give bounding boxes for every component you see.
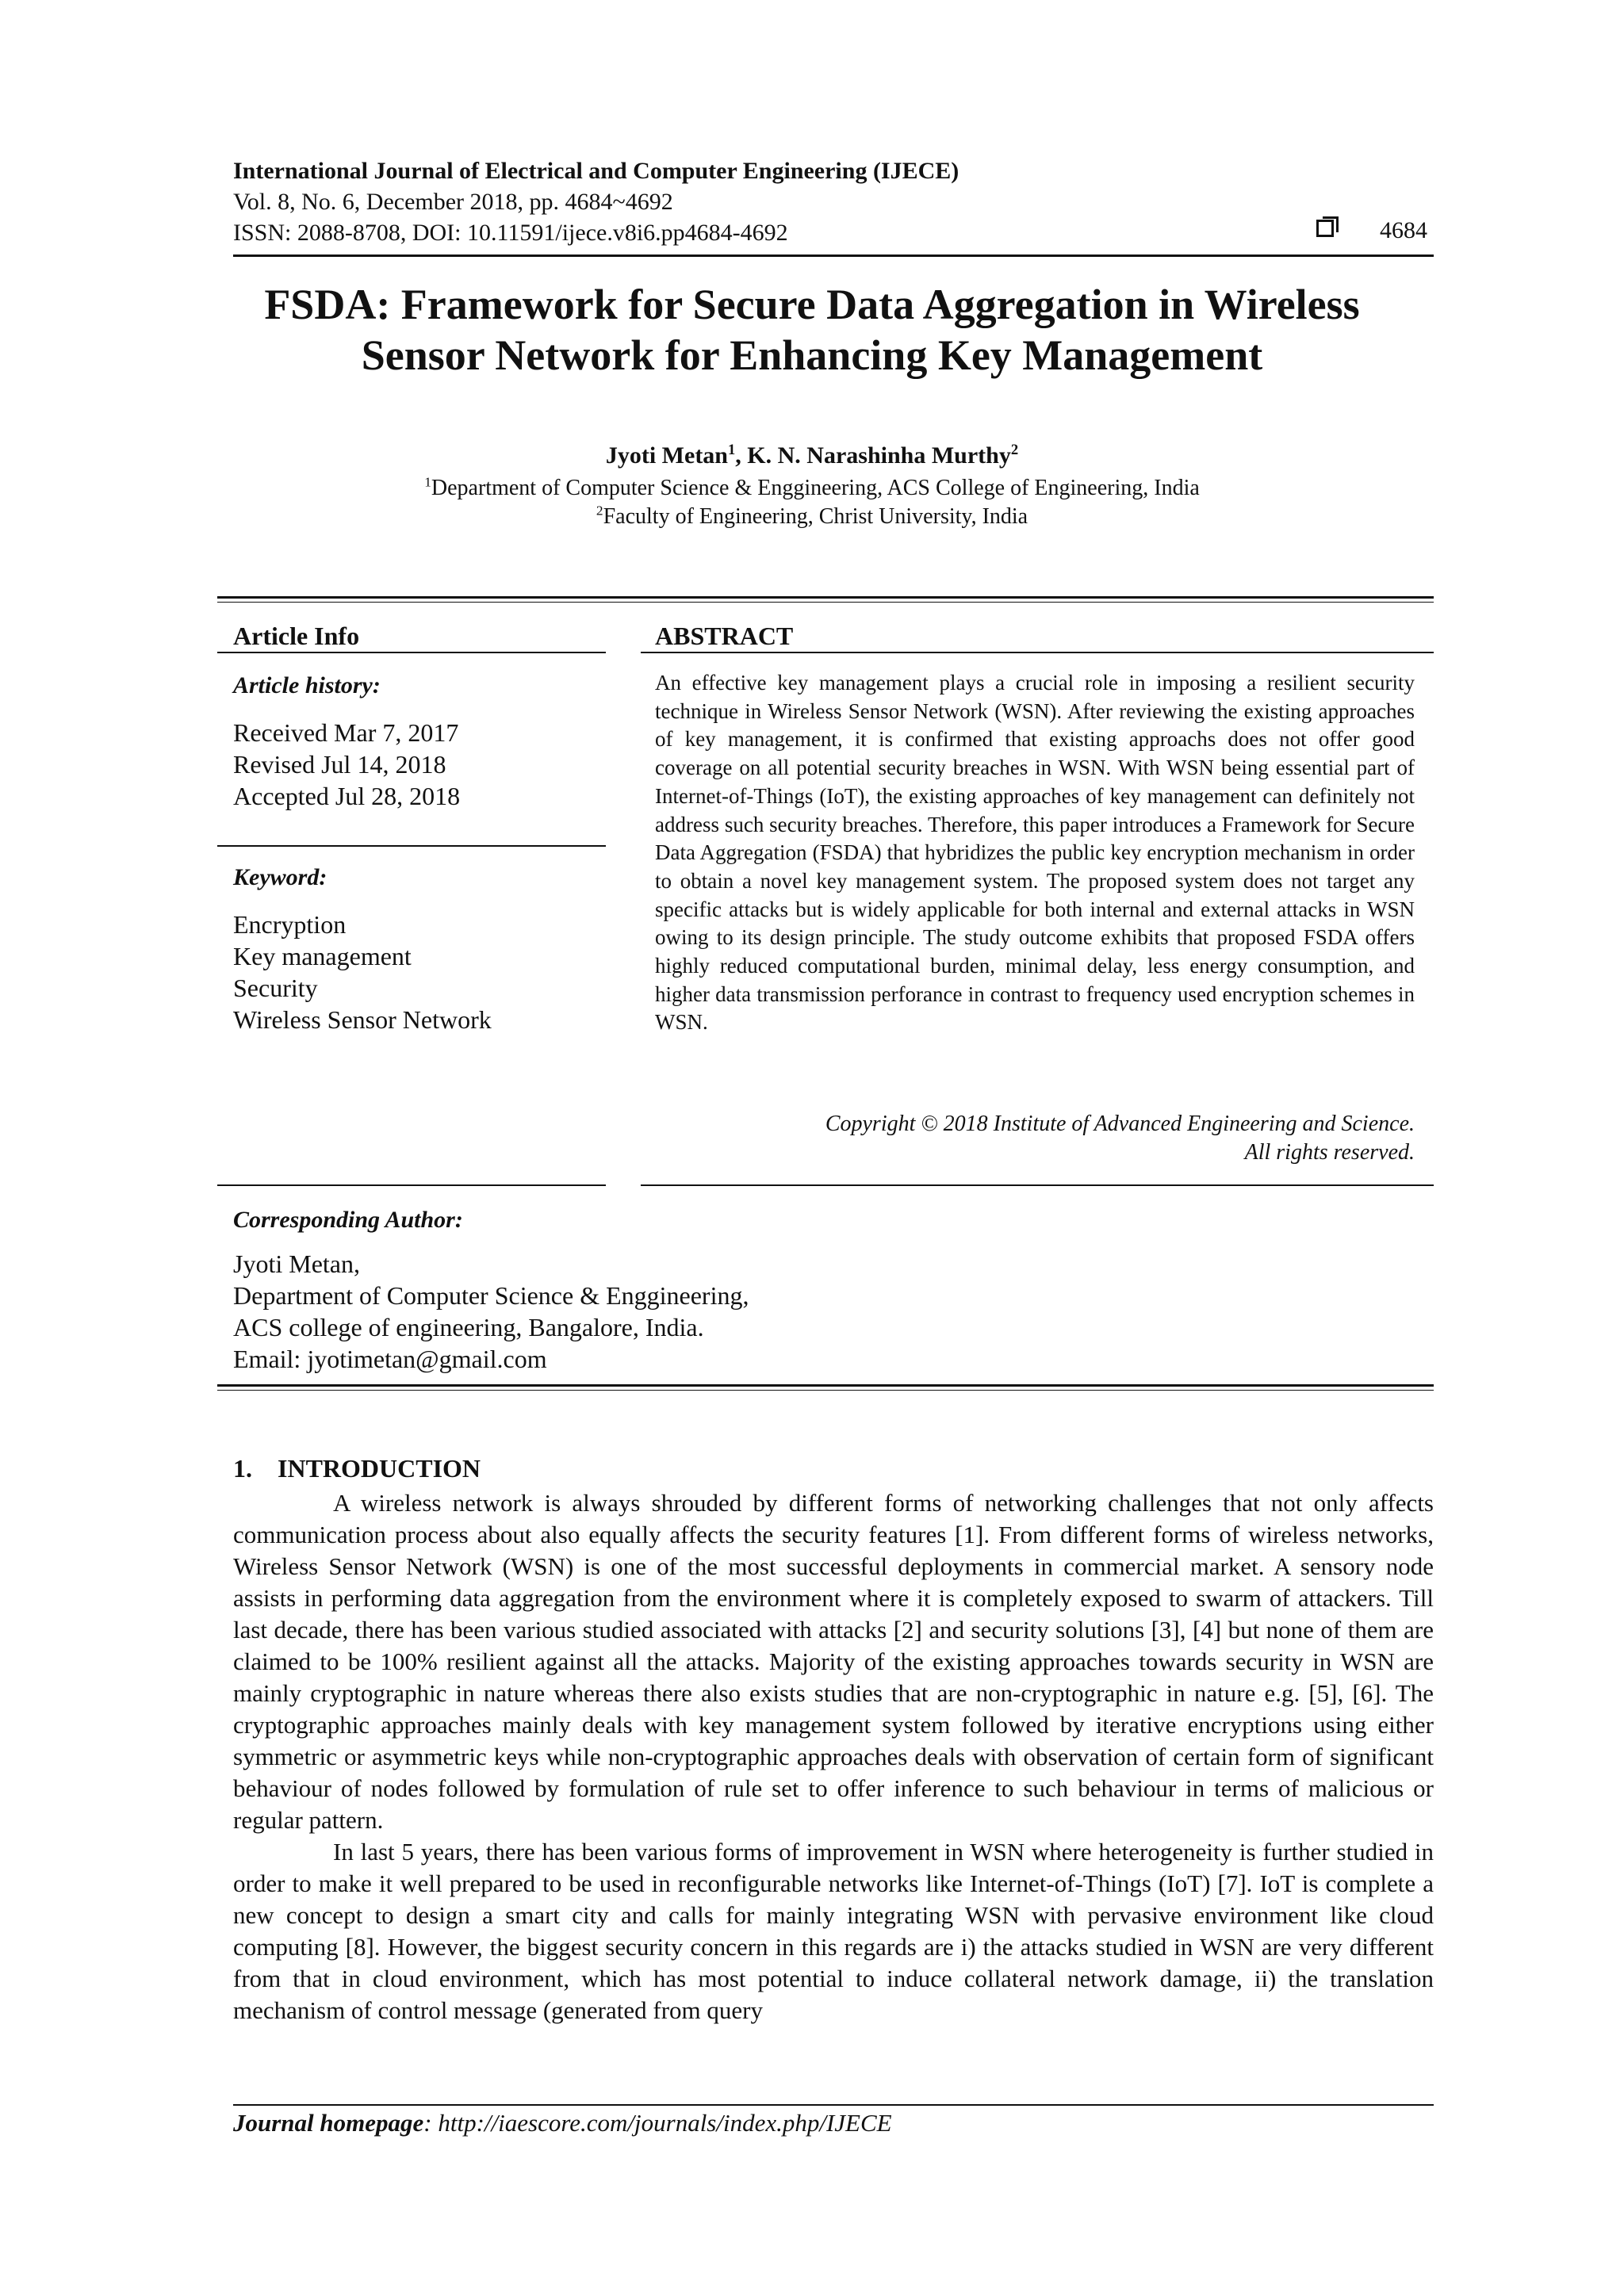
paper-title (159, 279, 1465, 381)
affiliation-1 (159, 476, 1465, 501)
introduction-heading: 1. INTRODUCTION (233, 1454, 481, 1483)
author-list (159, 442, 1465, 469)
keyword-bottom-rule (217, 1184, 606, 1186)
infobox-top-rule (217, 596, 1434, 599)
affiliation-2 (159, 504, 1465, 530)
corresponding-dept: Department of Computer Science & Enggineering, (233, 1281, 749, 1310)
journal-issn: ISSN: 2088-8708, DOI: 10.11591/ijece.v8i6.pp4684-4692 (233, 220, 788, 246)
author-name: K. N. Narashinha Murthy (747, 442, 1011, 469)
author-affiliation-mark: 1 (728, 442, 736, 458)
abstract-heading: ABSTRACT (655, 622, 794, 650)
article-info-heading: Article Info (233, 622, 360, 650)
history-divider (217, 845, 606, 847)
author-name: Jyoti Metan (605, 442, 728, 469)
introduction-body (233, 1487, 1434, 2026)
affiliation-text: Faculty of Engineering, Christ University, India (603, 504, 1028, 529)
keyword-list (233, 909, 492, 1035)
journal-homepage (233, 2109, 892, 2137)
accepted-date: Accepted Jul 28, 2018 (233, 782, 461, 810)
keyword-item: Key management (233, 942, 412, 970)
homepage-colon: : (423, 2109, 439, 2137)
affiliation-mark: 1 (424, 474, 431, 490)
affiliation-text: Department of Computer Science & Enggineering, ACS College of Engineering, India (431, 476, 1200, 500)
homepage-link[interactable]: http://iaescore.com/journals/index.php/IJECE (438, 2109, 892, 2137)
corresponding-name: Jyoti Metan, (233, 1249, 360, 1278)
keyword-item: Encryption (233, 910, 347, 939)
journal-volume: Vol. 8, No. 6, December 2018, pp. 4684~4692 (233, 189, 673, 215)
article-info-rule (217, 652, 606, 653)
article-history (233, 717, 460, 812)
article-history-heading: Article history: (233, 672, 381, 698)
keyword-heading: Keyword: (233, 864, 327, 890)
corresponding-email: Email: jyotimetan@gmail.com (233, 1345, 547, 1373)
copyright-line: Copyright © 2018 Institute of Advanced Engineering and Science. (825, 1112, 1415, 1136)
infobox-bottom-rule-thin (217, 1390, 1434, 1391)
corresponding-college: ACS college of engineering, Bangalore, India. (233, 1313, 704, 1341)
header-rule (233, 254, 1434, 257)
corresponding-author-details (233, 1248, 749, 1375)
keyword-item: Wireless Sensor Network (233, 1005, 492, 1034)
corresponding-author-heading: Corresponding Author: (233, 1207, 463, 1233)
abstract-bottom-rule (641, 1184, 1434, 1186)
page-number: 4684 (1380, 217, 1427, 243)
paper-title-line2: Sensor Network for Enhancing Key Management (361, 331, 1263, 379)
checkbox-icon (1316, 220, 1334, 237)
revised-date: Revised Jul 14, 2018 (233, 750, 446, 779)
introduction-paragraph: A wireless network is always shrouded by different forms of networking challenges that not only affects communication process about also equally affects the security features [1]. From different forms of wireless networks, Wireless Sensor Network (WSN) is one of the most successful deployments in commercial market. A sensory node assists in performing data aggregation from the environment where it is completely exposed to swarm of attackers. Till last decade, there has been various studied associated with attacks [2] and security solutions [3], [4] but none of them are claimed to be 100% resilient against all the attacks. Majority of the existing approaches towards security in WSN are mainly cryptographic in nature whereas there also exists studies that are non-cryptographic in nature e.g. [5], [6]. The cryptographic approaches mainly deals with key management system followed by iterative encryptions using either symmetric or asymmetric keys while non-cryptographic approaches deals with observation of certain form of significant behaviour of nodes followed by formulation of rule set to offer inference to such behaviour in terms of malicious or regular pattern. (233, 1489, 1434, 1834)
author-affiliation-mark: 2 (1010, 442, 1019, 458)
infobox-top-rule-thin (217, 602, 1434, 603)
footer-rule (233, 2104, 1434, 2106)
author-separator: , (735, 442, 748, 469)
journal-title: International Journal of Electrical and Computer Engineering (IJECE) (233, 158, 959, 184)
journal-header (233, 155, 959, 248)
keyword-item: Security (233, 974, 318, 1002)
copyright-notice (655, 1110, 1415, 1167)
introduction-paragraph: In last 5 years, there has been various forms of improvement in WSN where heterogeneity is further studied in order to make it well prepared to be used in reconfigurable networks like Internet-of-Things (IoT) [7]. IoT is complete a new concept to design a smart city and calls for mainly integrating WSN with pervasive environment like cloud computing [8]. However, the biggest security concern in this regards are i) the attacks studied in WSN are very different from that in cloud environment, which has most potential to induce collateral network damage, ii) the translation mechanism of control message (generated from query (233, 1838, 1434, 2024)
homepage-label: Journal homepage (233, 2109, 424, 2137)
received-date: Received Mar 7, 2017 (233, 718, 459, 747)
rights-line: All rights reserved. (1244, 1140, 1415, 1165)
infobox-bottom-rule (217, 1384, 1434, 1387)
paper-title-line1: FSDA: Framework for Secure Data Aggregation in Wireless (264, 281, 1360, 328)
affiliation-mark: 2 (596, 503, 603, 519)
abstract-text: An effective key management plays a crucial role in imposing a resilient security technique in Wireless Sensor Network (WSN). After reviewing the existing approaches of key management, it is confirmed that existing approachs does not offer good coverage on all potential security breaches in WSN. With WSN being essential part of Internet-of-Things (IoT), the existing approaches of key management can definitely not address such security breaches. Therefore, this paper introduces a Framework for Secure Data Aggregation (FSDA) that hybridizes the public key encryption mechanism in order to obtain a novel key management system. The proposed system does not target any specific attacks but is widely applicable for both internal and external attacks in WSN owing to its design principle. The study outcome exhibits that proposed FSDA offers highly reduced computational burden, minimal delay, less energy consumption, and higher data transmission perforance in contrast to frequency used encryption schemes in WSN. (655, 671, 1415, 1035)
abstract-rule (641, 652, 1434, 653)
